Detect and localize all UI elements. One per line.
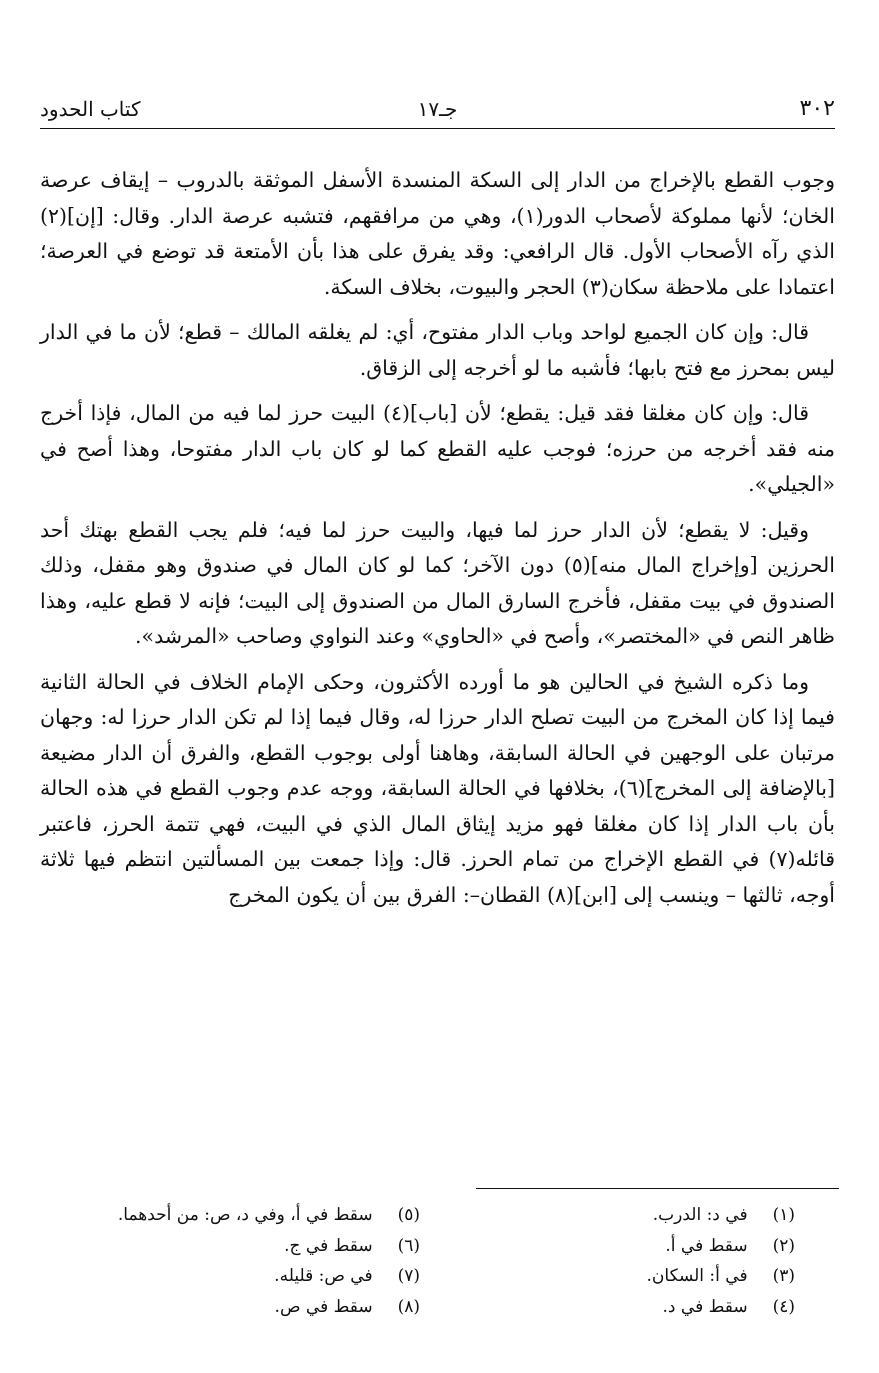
paragraph: قال: وإن كان الجميع لواحد وباب الدار مفتوح، أي: لم يغلقه المالك – قطع؛ لأن ما في الدار ليس بمحرز مع فتح بابها؛ فأشبه ما لو أخرجه إلى الزقاق. <box>40 320 835 380</box>
footnote-item <box>435 1200 795 1231</box>
footnote-text: في أ: السكان. <box>646 1266 748 1286</box>
footnote-item <box>60 1231 420 1262</box>
footnote-item <box>60 1200 420 1231</box>
footnotes-column-left <box>60 1200 420 1322</box>
footnote-number: (١) <box>772 1205 795 1225</box>
footnote-divider <box>476 1188 839 1189</box>
volume-label: جـ١٧ <box>417 97 458 121</box>
footnote-text: في ص: قليله. <box>274 1266 373 1286</box>
footnote-number: (٥) <box>397 1205 420 1225</box>
paragraph: قال: وإن كان مغلقا فقد قيل: يقطع؛ لأن [باب](٤) البيت حرز لما فيه من المال، فإذا أخرج منه فقد أخرجه من حرزه؛ فوجب عليه القطع كما لو كان باب الدار مفتوحا، وهذا أصح في «الجيلي». <box>40 401 835 496</box>
footnote-number: (٨) <box>397 1296 420 1317</box>
footnote-text: سقط في أ، وفي د، ص: من أحدهما. <box>117 1205 373 1225</box>
paragraph: وجوب القطع بالإخراج من الدار إلى السكة المنسدة الأسفل الموثقة بالدروب – إيقاف عرصة الخان؛ لأنها مملوكة لأصحاب الدور(١)، وهي من مرافقهم، فتشبه عرصة الدار. وقال: [إن](٢) الذي رآه الأصحاب الأول. قال الرافعي: وقد يفرق على هذا بأن الأمتعة قد توضع في العرصة؛ اعتمادا على ملاحظة سكان(٣) الحجر والبيوت، بخلاف السكة. <box>40 168 835 299</box>
footnote-text: سقط في ج. <box>284 1235 373 1256</box>
paragraph: وما ذكره الشيخ في الحالين هو ما أورده الأكثرون، وحكى الإمام الخلاف في الحالة الثانية فيما إذا كان المخرج من البيت تصلح الدار حرزا له، وقال فيما إذا لم تكن الدار حرزا له: وجهان مرتبان على الوجهين في الحالة السابقة، وهاهنا أولى بوجوب القطع، والفرق أن الدار مضيعة [بالإضافة إلى المخرج](٦)، بخلافها في الحالة السابقة، ووجه عدم وجوب القطع في هذه الحالة بأن باب الدار إذا كان مغلقا فهو مزيد إيثاق المال الذي في البيت، فهي تتمة الحرز، فاعتبر قائله(٧) في القطع الإخراج من تمام الحرز. قال: وإذا جمعت بين المسألتين انتظم فيها ثلاثة أوجه، ثالثها – وينسب إلى [ابن](٨) القطان–: الفرق بين أن يكون المخرج <box>40 669 835 907</box>
footnote-text: في د: الدرب. <box>652 1205 748 1225</box>
footnote-item <box>435 1292 795 1323</box>
footnote-item <box>435 1231 795 1262</box>
main-text <box>40 163 835 923</box>
footnote-text: سقط في ص. <box>274 1296 373 1317</box>
footnote-number: (٤) <box>772 1296 795 1317</box>
footnote-item <box>60 1261 420 1292</box>
footnote-item <box>60 1292 420 1323</box>
paragraph: وقيل: لا يقطع؛ لأن الدار حرز لما فيها، والبيت حرز لما فيه؛ فلم يجب القطع بهتك أحد الحرزين [وإخراج المال منه](٥) دون الآخر؛ كما لو كان المال في صندوق وهو مقفل، وذلك الصندوق في بيت مقفل، فأخرج السارق المال من الصندوق إلى البيت؛ فإنه لا قطع عليه، وهذا ظاهر النص في «المختصر»، وأصح في «الحاوي» وعند النواوي وصاحب «المرشد». <box>40 517 835 648</box>
page-number: ٣٠٢ <box>799 96 835 121</box>
running-title: كتاب الحدود <box>40 97 141 121</box>
header-divider <box>40 128 835 129</box>
footnote-number: (٦) <box>397 1235 420 1256</box>
footnote-text: سقط في أ. <box>665 1235 748 1256</box>
footnotes-column-right <box>435 1200 795 1322</box>
footnote-item <box>435 1261 795 1292</box>
footnote-number: (٧) <box>397 1266 420 1286</box>
footnote-number: (٢) <box>772 1235 795 1256</box>
footnote-text: سقط في د. <box>662 1296 748 1317</box>
page-header <box>40 92 835 126</box>
footnote-number: (٣) <box>772 1266 795 1286</box>
